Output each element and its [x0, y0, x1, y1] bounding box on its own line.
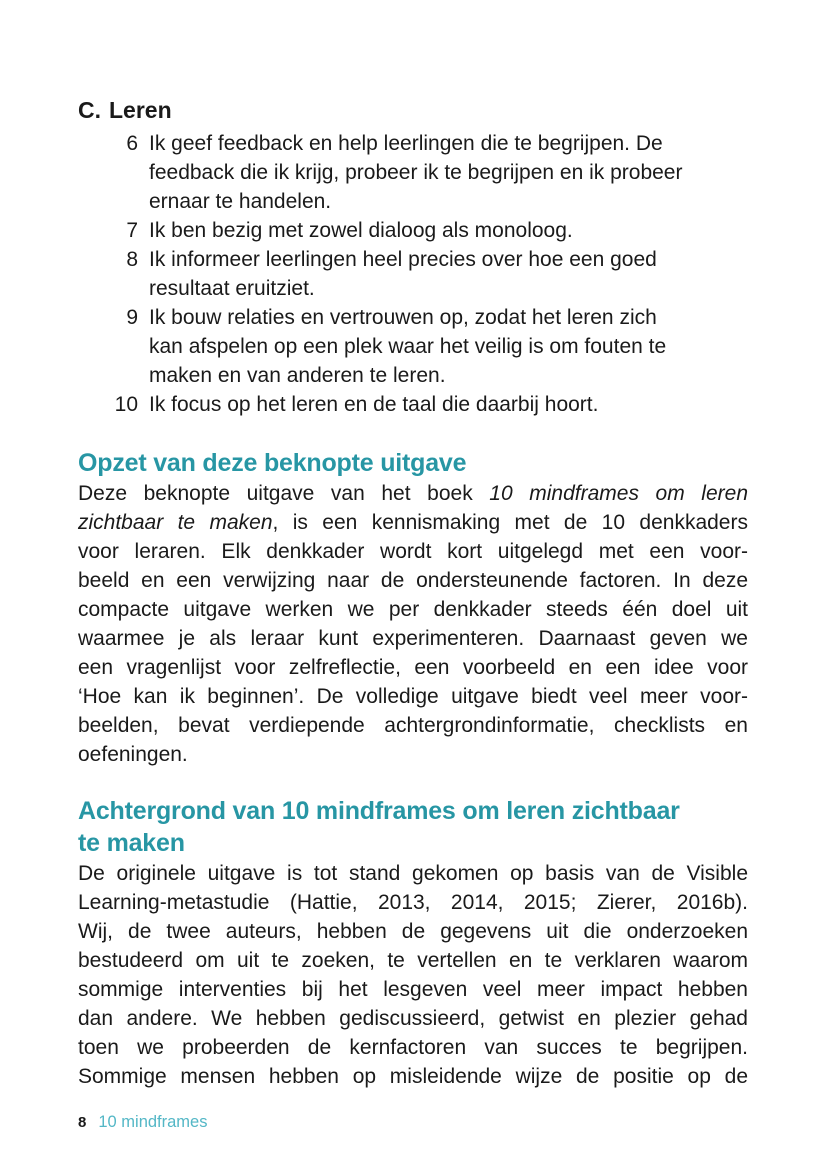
text-line: Ik bouw relaties en vertrouwen op, zodat het leren zich: [149, 306, 657, 329]
section-heading-line: Opzet van deze beknopte uitgave: [78, 449, 467, 477]
list-item: [78, 390, 748, 419]
text-segment: , is een kennismaking met de 10 denkkaders: [272, 511, 748, 534]
paragraph-line: [78, 653, 748, 682]
paragraph-line: [78, 859, 748, 888]
content-section: [78, 447, 748, 769]
text-segment: waarmee je als leraar kunt experimenteren. Daarnaast geven we: [78, 627, 748, 650]
paragraph-line: [78, 1062, 748, 1091]
text-segment: Wij, de twee auteurs, hebben de gegevens uit die onderzoeken: [78, 920, 748, 943]
text-line: Ik ben bezig met zowel dialoog als monoloog.: [149, 219, 573, 242]
paragraph-line: [78, 479, 748, 508]
paragraph: [78, 859, 748, 1091]
text-segment: oefeningen.: [78, 743, 188, 766]
text-line: maken en van anderen te leren.: [149, 364, 446, 387]
list-item-text: [149, 129, 682, 216]
list-item-number: 10: [114, 393, 138, 416]
list-item-text: [149, 245, 657, 303]
list-item: [78, 245, 748, 303]
text-line: Ik geef feedback en help leerlingen die te begrijpen. De: [149, 132, 663, 155]
section-heading-line: Achtergrond van 10 mindframes om leren zichtbaar: [78, 797, 680, 825]
text-segment: ‘Hoe kan ik beginnen’. De volledige uitgave biedt veel meer voor-: [78, 685, 748, 708]
list-item-number: 9: [126, 306, 138, 329]
paragraph-line: [78, 917, 748, 946]
paragraph-line: [78, 682, 748, 711]
text-segment: compacte uitgave werken we per denkkader steeds één doel uit: [78, 598, 748, 621]
paragraph-line: [78, 537, 748, 566]
footer-book-title: 10 mindframes: [98, 1113, 208, 1131]
text-segment: beelden, bevat verdiepende achtergrondinformatie, checklists en: [78, 714, 748, 737]
paragraph-line: [78, 508, 748, 537]
paragraph-line: [78, 595, 748, 624]
paragraph-line: [78, 1004, 748, 1033]
list-item-number: 7: [126, 219, 138, 242]
paragraph-line: [78, 624, 748, 653]
section-heading-line: te maken: [78, 829, 185, 857]
paragraph-line: [78, 740, 748, 769]
text-segment: dan andere. We hebben gediscussieerd, getwist en plezier gehad: [78, 1007, 748, 1030]
text-segment: Learning-metastudie (Hattie, 2013, 2014, 2015; Zierer, 2016b).: [78, 891, 748, 914]
checklist: [78, 129, 748, 419]
text-segment: voor leraren. Elk denkkader wordt kort uitgelegd met een voor-: [78, 540, 748, 563]
list-item: [78, 129, 748, 216]
paragraph-line: [78, 975, 748, 1004]
checklist-heading: [78, 96, 748, 125]
text-segment: een vragenlijst voor zelfreflectie, een voorbeeld en een idee voor: [78, 656, 748, 679]
paragraph-line: [78, 946, 748, 975]
list-item: [78, 216, 748, 245]
page-number: 8: [78, 1114, 87, 1131]
text-line: Ik informeer leerlingen heel precies over hoe een goed: [149, 248, 657, 271]
list-item: [78, 303, 748, 390]
section-heading: [78, 447, 748, 479]
paragraph-line: [78, 1033, 748, 1062]
checklist-heading-title: Leren: [109, 97, 172, 123]
text-segment: bestudeerd om uit te zoeken, te vertellen en te verklaren waarom: [78, 949, 748, 972]
list-item-text: [149, 303, 666, 390]
content-section: [78, 795, 748, 1091]
text-line: Ik focus op het leren en de taal die daarbij hoort.: [149, 393, 599, 416]
text-line: resultaat eruitziet.: [149, 277, 315, 300]
text-segment: Sommige mensen hebben op misleidende wijze de positie op de: [78, 1065, 748, 1088]
text-segment: beeld en een verwijzing naar de ondersteunende factoren. In deze: [78, 569, 748, 592]
checklist-section: [78, 96, 748, 419]
text-segment: Deze beknopte uitgave van het boek: [78, 482, 490, 505]
section-heading: [78, 795, 748, 859]
text-line: ernaar te handelen.: [149, 190, 332, 213]
paragraph: [78, 479, 748, 769]
list-item-text: [149, 390, 598, 419]
italic-text-segment: zichtbaar te maken: [78, 511, 273, 534]
text-segment: toen we probeerden de kernfactoren van succes te begrijpen.: [78, 1036, 748, 1059]
paragraph-line: [78, 888, 748, 917]
text-segment: sommige interventies bij het lesgeven veel meer impact hebben: [78, 978, 748, 1001]
list-item-text: [149, 216, 573, 245]
text-line: kan afspelen op een plek waar het veilig is om fouten te: [149, 335, 667, 358]
italic-text-segment: 10 mindframes om leren: [489, 482, 748, 505]
paragraph-line: [78, 566, 748, 595]
text-line: feedback die ik krijg, probeer ik te begrijpen en ik probeer: [149, 161, 683, 184]
checklist-heading-prefix: C.: [78, 97, 101, 123]
paragraph-line: [78, 711, 748, 740]
text-segment: De originele uitgave is tot stand gekomen op basis van de Visible: [78, 862, 748, 885]
content-sections: [78, 447, 748, 1091]
list-item-number: 8: [126, 248, 138, 271]
page-footer: [78, 1112, 748, 1133]
list-item-number: 6: [126, 132, 138, 155]
